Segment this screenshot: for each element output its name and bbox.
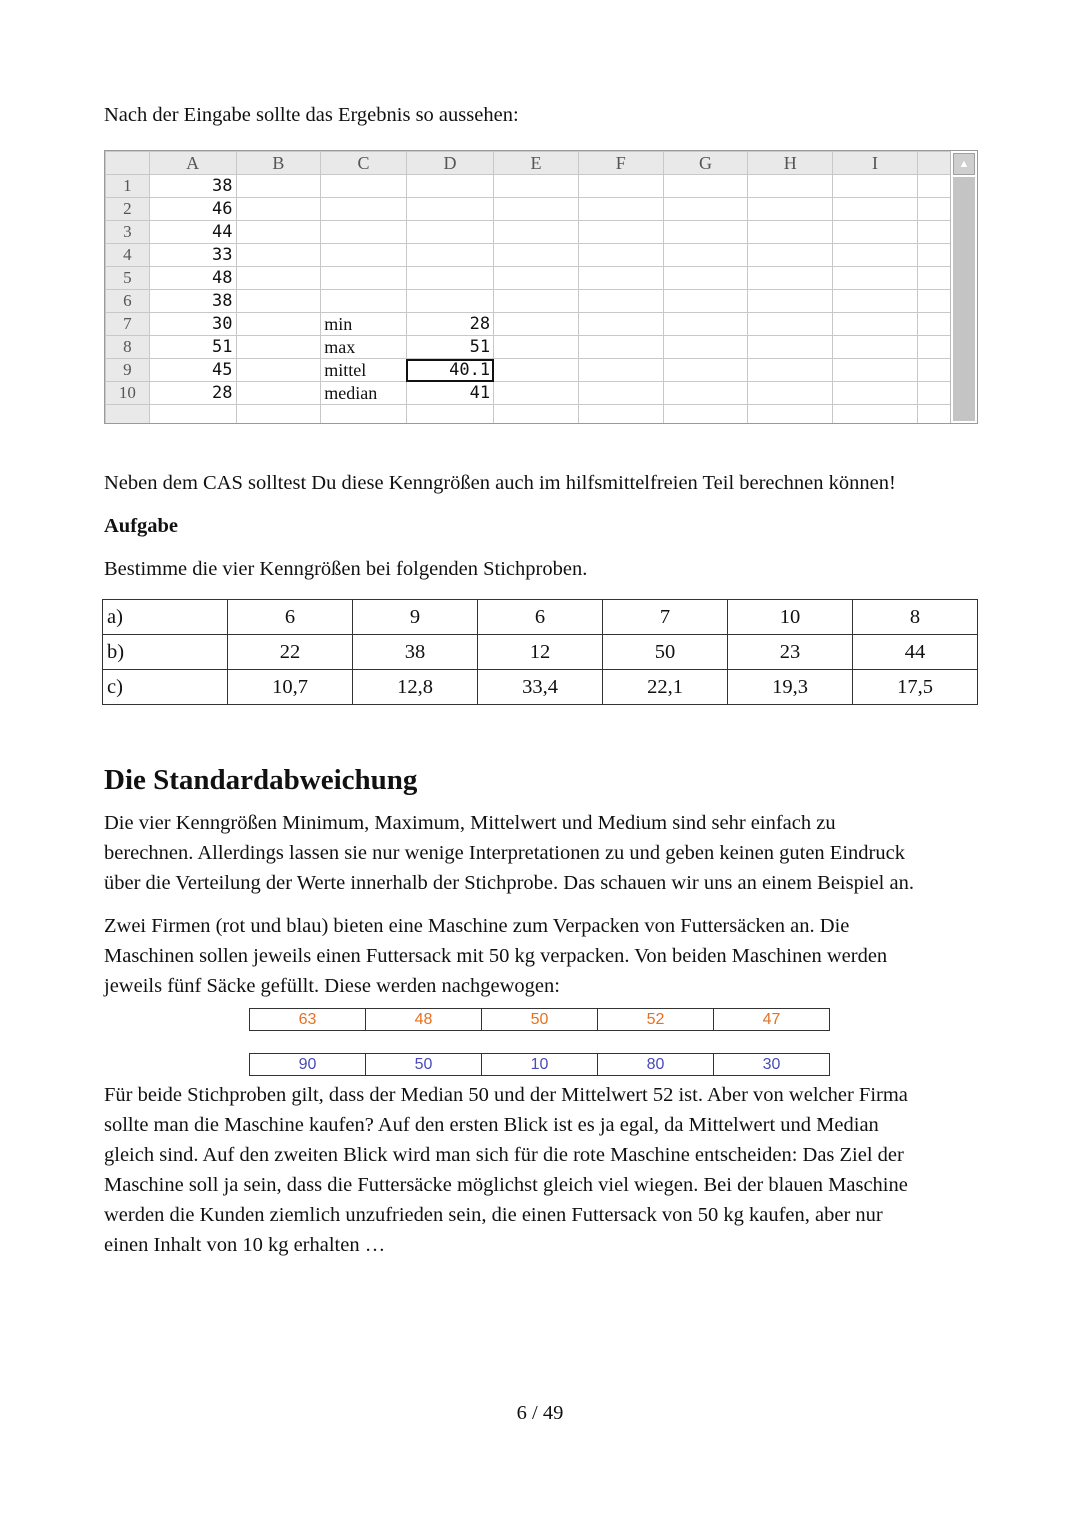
sample-row [103, 670, 978, 705]
text-line: gleich sind. Auf den zweiten Blick wird man sich für die rote Maschine entscheiden: Das Ziel der [104, 1144, 904, 1166]
cell-d[interactable] [406, 175, 493, 198]
sample-label: a) [103, 600, 228, 635]
cell-a[interactable]: 48 [149, 267, 236, 290]
sample-value: 8 [853, 600, 978, 635]
cell[interactable] [494, 336, 579, 359]
spreadsheet-row [106, 175, 977, 198]
cell[interactable] [833, 336, 918, 359]
cell[interactable] [494, 221, 579, 244]
paragraph-2 [104, 911, 887, 1001]
cell[interactable] [833, 175, 918, 198]
cell[interactable] [748, 382, 833, 405]
cell[interactable] [663, 175, 748, 198]
row-header[interactable]: 7 [106, 313, 150, 336]
column-header-h[interactable]: H [748, 152, 833, 175]
intro-text: Nach der Eingabe sollte das Ergebnis so aussehen: [104, 104, 519, 126]
blue-sample-value: 30 [714, 1054, 830, 1076]
row-header[interactable]: 6 [106, 290, 150, 313]
sample-value: 22 [228, 635, 353, 670]
cell-c[interactable] [321, 175, 407, 198]
column-header-d[interactable]: D [406, 152, 493, 175]
cell-c[interactable] [321, 267, 407, 290]
cell[interactable] [663, 221, 748, 244]
spreadsheet-row [106, 382, 977, 405]
cell[interactable] [578, 175, 663, 198]
cell[interactable] [748, 405, 833, 425]
cell-d[interactable]: 51 [406, 336, 493, 359]
cell[interactable] [494, 244, 579, 267]
cell[interactable] [578, 244, 663, 267]
text-line: Maschine soll ja sein, dass die Futtersäcke möglichst gleich viel wiegen. Bei der blauen Maschine [104, 1174, 908, 1196]
cell[interactable] [494, 382, 579, 405]
cell[interactable] [578, 359, 663, 382]
text-line: Die vier Kenngrößen Minimum, Maximum, Mittelwert und Medium sind sehr einfach zu [104, 812, 836, 834]
row-header[interactable]: 1 [106, 175, 150, 198]
cell[interactable] [578, 313, 663, 336]
column-header-c[interactable]: C [321, 152, 407, 175]
cell[interactable] [578, 221, 663, 244]
scroll-up-button[interactable] [953, 153, 975, 175]
cell[interactable] [236, 290, 321, 313]
sample-value: 33,4 [478, 670, 603, 705]
cell-a[interactable]: 38 [149, 290, 236, 313]
cell-c[interactable]: mittel [321, 359, 407, 382]
cell-a[interactable]: 30 [149, 313, 236, 336]
sample-value: 6 [478, 600, 603, 635]
spreadsheet-row-partial [106, 405, 977, 425]
cell[interactable] [236, 359, 321, 382]
spreadsheet-row [106, 198, 977, 221]
paragraph-3 [104, 1080, 908, 1260]
cell[interactable] [833, 313, 918, 336]
cell-c[interactable] [321, 244, 407, 267]
red-sample-value: 48 [366, 1009, 482, 1031]
text-line: Zwei Firmen (rot und blau) bieten eine Maschine zum Verpacken von Futtersäcken an. Die [104, 915, 850, 937]
cell-c[interactable] [321, 198, 407, 221]
cell[interactable] [578, 198, 663, 221]
spreadsheet-row [106, 359, 977, 382]
cell-a[interactable]: 28 [149, 382, 236, 405]
cell[interactable] [748, 290, 833, 313]
sample-value: 9 [353, 600, 478, 635]
paragraph-1 [104, 808, 914, 898]
blue-sample-value: 50 [366, 1054, 482, 1076]
sample-value: 19,3 [728, 670, 853, 705]
cell[interactable] [236, 267, 321, 290]
cell[interactable] [663, 382, 748, 405]
row-header[interactable]: 2 [106, 198, 150, 221]
note-text: Neben dem CAS solltest Du diese Kenngrößen auch im hilfsmittelfreien Teil berechnen können! [104, 472, 896, 494]
blue-sample-value: 10 [482, 1054, 598, 1076]
spreadsheet [104, 150, 978, 424]
row-header[interactable]: 3 [106, 221, 150, 244]
spreadsheet-grid [105, 151, 977, 424]
cell[interactable] [494, 267, 579, 290]
cell[interactable] [578, 382, 663, 405]
cell[interactable] [663, 405, 748, 425]
cell[interactable] [748, 221, 833, 244]
cell[interactable] [748, 267, 833, 290]
sample-value: 7 [603, 600, 728, 635]
cell-a[interactable]: 44 [149, 221, 236, 244]
scrollbar-thumb[interactable] [953, 177, 975, 421]
cell[interactable] [663, 359, 748, 382]
cell[interactable] [833, 359, 918, 382]
cell-c[interactable]: min [321, 313, 407, 336]
red-sample-value: 63 [250, 1009, 366, 1031]
cell[interactable] [236, 405, 321, 425]
column-header-i[interactable]: I [833, 152, 918, 175]
spreadsheet-row [106, 290, 977, 313]
text-line: Maschinen sollen jeweils einen Futtersack mit 50 kg verpacken. Von beiden Maschinen werden [104, 945, 888, 967]
cell[interactable] [833, 290, 918, 313]
cell[interactable] [578, 267, 663, 290]
text-line: einen Inhalt von 10 kg erhalten … [104, 1234, 386, 1256]
cell-a[interactable]: 46 [149, 198, 236, 221]
cell-d[interactable] [406, 198, 493, 221]
sample-value: 44 [853, 635, 978, 670]
cell-c[interactable] [321, 221, 407, 244]
cell[interactable] [748, 175, 833, 198]
cell[interactable] [663, 267, 748, 290]
cell[interactable] [833, 405, 918, 425]
cell[interactable] [748, 198, 833, 221]
sample-label: b) [103, 635, 228, 670]
column-header-f[interactable]: F [578, 152, 663, 175]
red-sample-value: 52 [598, 1009, 714, 1031]
task-text: Bestimme die vier Kenngrößen bei folgenden Stichproben. [104, 558, 588, 580]
sample-value: 10,7 [228, 670, 353, 705]
cell[interactable] [406, 405, 493, 425]
cell[interactable] [494, 313, 579, 336]
row-header[interactable]: 10 [106, 382, 150, 405]
cell[interactable] [748, 244, 833, 267]
cell[interactable] [663, 290, 748, 313]
sample-value: 10 [728, 600, 853, 635]
cell-d[interactable] [406, 221, 493, 244]
vertical-scrollbar[interactable] [950, 151, 977, 423]
column-header-e[interactable]: E [494, 152, 579, 175]
text-line: über die Verteilung der Werte innerhalb der Stichprobe. Das schauen wir uns an einem Beispiel an. [104, 872, 914, 894]
text-line: Für beide Stichproben gilt, dass der Median 50 und der Mittelwert 52 ist. Aber von welcher Firma [104, 1084, 908, 1106]
cell-d[interactable]: 40.1 [406, 359, 493, 382]
cell[interactable] [833, 221, 918, 244]
page-number: 6 / 49 [516, 1402, 564, 1424]
text-line: berechnen. Allerdings lassen sie nur wenige Interpretationen zu und geben keinen guten Eindruck [104, 842, 905, 864]
sample-value: 12,8 [353, 670, 478, 705]
blue-sample-value: 80 [598, 1054, 714, 1076]
cell[interactable] [663, 198, 748, 221]
cell[interactable] [236, 221, 321, 244]
cell[interactable] [748, 359, 833, 382]
sample-label: c) [103, 670, 228, 705]
column-header-a[interactable]: A [149, 152, 236, 175]
cell[interactable] [833, 267, 918, 290]
column-header-b[interactable]: B [236, 152, 321, 175]
cell-c[interactable] [321, 290, 407, 313]
cell[interactable] [494, 405, 579, 425]
cell[interactable] [833, 198, 918, 221]
sample-row [103, 600, 978, 635]
cell-c[interactable]: median [321, 382, 407, 405]
cell-c[interactable]: max [321, 336, 407, 359]
cell[interactable] [578, 336, 663, 359]
spreadsheet-row [106, 221, 977, 244]
cell-d[interactable] [406, 244, 493, 267]
red-sample-value: 47 [714, 1009, 830, 1031]
cell[interactable] [321, 405, 407, 425]
row-header[interactable]: 4 [106, 244, 150, 267]
corner-cell[interactable] [106, 152, 150, 175]
sample-value: 17,5 [853, 670, 978, 705]
cell-d[interactable]: 28 [406, 313, 493, 336]
row-header[interactable]: 8 [106, 336, 150, 359]
row-header[interactable]: 9 [106, 359, 150, 382]
cell[interactable] [578, 405, 663, 425]
cell-d[interactable]: 41 [406, 382, 493, 405]
sample-value: 23 [728, 635, 853, 670]
cell[interactable] [236, 198, 321, 221]
spreadsheet-row [106, 267, 977, 290]
task-heading: Aufgabe [104, 515, 179, 537]
cell[interactable] [663, 336, 748, 359]
cell-d[interactable] [406, 267, 493, 290]
spreadsheet-row [106, 336, 977, 359]
cell-a[interactable]: 45 [149, 359, 236, 382]
spreadsheet-row [106, 244, 977, 267]
cell[interactable] [149, 405, 236, 425]
cell[interactable] [748, 336, 833, 359]
red-sample-value: 50 [482, 1009, 598, 1031]
cell[interactable] [663, 244, 748, 267]
sample-row [103, 635, 978, 670]
row-header[interactable] [106, 405, 150, 425]
cell[interactable] [494, 175, 579, 198]
text-line: werden die Kunden ziemlich unzufrieden sein, die einen Futtersack von 50 kg kaufen, aber nur [104, 1204, 883, 1226]
sample-value: 38 [353, 635, 478, 670]
cell[interactable] [663, 313, 748, 336]
cell-d[interactable] [406, 290, 493, 313]
cell[interactable] [236, 313, 321, 336]
triangle-up-icon: ▲ [958, 158, 970, 170]
cell-a[interactable]: 33 [149, 244, 236, 267]
cell-a[interactable]: 51 [149, 336, 236, 359]
red-sample-boxes [249, 1008, 830, 1031]
cell[interactable] [236, 336, 321, 359]
sample-value: 50 [603, 635, 728, 670]
blue-sample-value: 90 [250, 1054, 366, 1076]
cell[interactable] [578, 290, 663, 313]
cell[interactable] [236, 244, 321, 267]
row-header[interactable]: 5 [106, 267, 150, 290]
cell[interactable] [494, 359, 579, 382]
cell[interactable] [236, 382, 321, 405]
cell-a[interactable]: 38 [149, 175, 236, 198]
cell[interactable] [833, 382, 918, 405]
sample-value: 6 [228, 600, 353, 635]
cell[interactable] [236, 175, 321, 198]
text-line: sollte man die Maschine kaufen? Auf den ersten Blick ist es ja egal, da Mittelwert und Median [104, 1114, 879, 1136]
column-header-row [106, 152, 977, 175]
section-heading: Die Standardabweichung [104, 764, 418, 796]
cell[interactable] [833, 244, 918, 267]
text-line: jeweils fünf Säcke gefüllt. Diese werden nachgewogen: [104, 975, 560, 997]
column-header-g[interactable]: G [663, 152, 748, 175]
blue-sample-boxes [249, 1053, 830, 1076]
samples-table [102, 599, 978, 705]
sample-value: 22,1 [603, 670, 728, 705]
cell[interactable] [494, 290, 579, 313]
spreadsheet-row [106, 313, 977, 336]
sample-value: 12 [478, 635, 603, 670]
cell[interactable] [748, 313, 833, 336]
cell[interactable] [494, 198, 579, 221]
